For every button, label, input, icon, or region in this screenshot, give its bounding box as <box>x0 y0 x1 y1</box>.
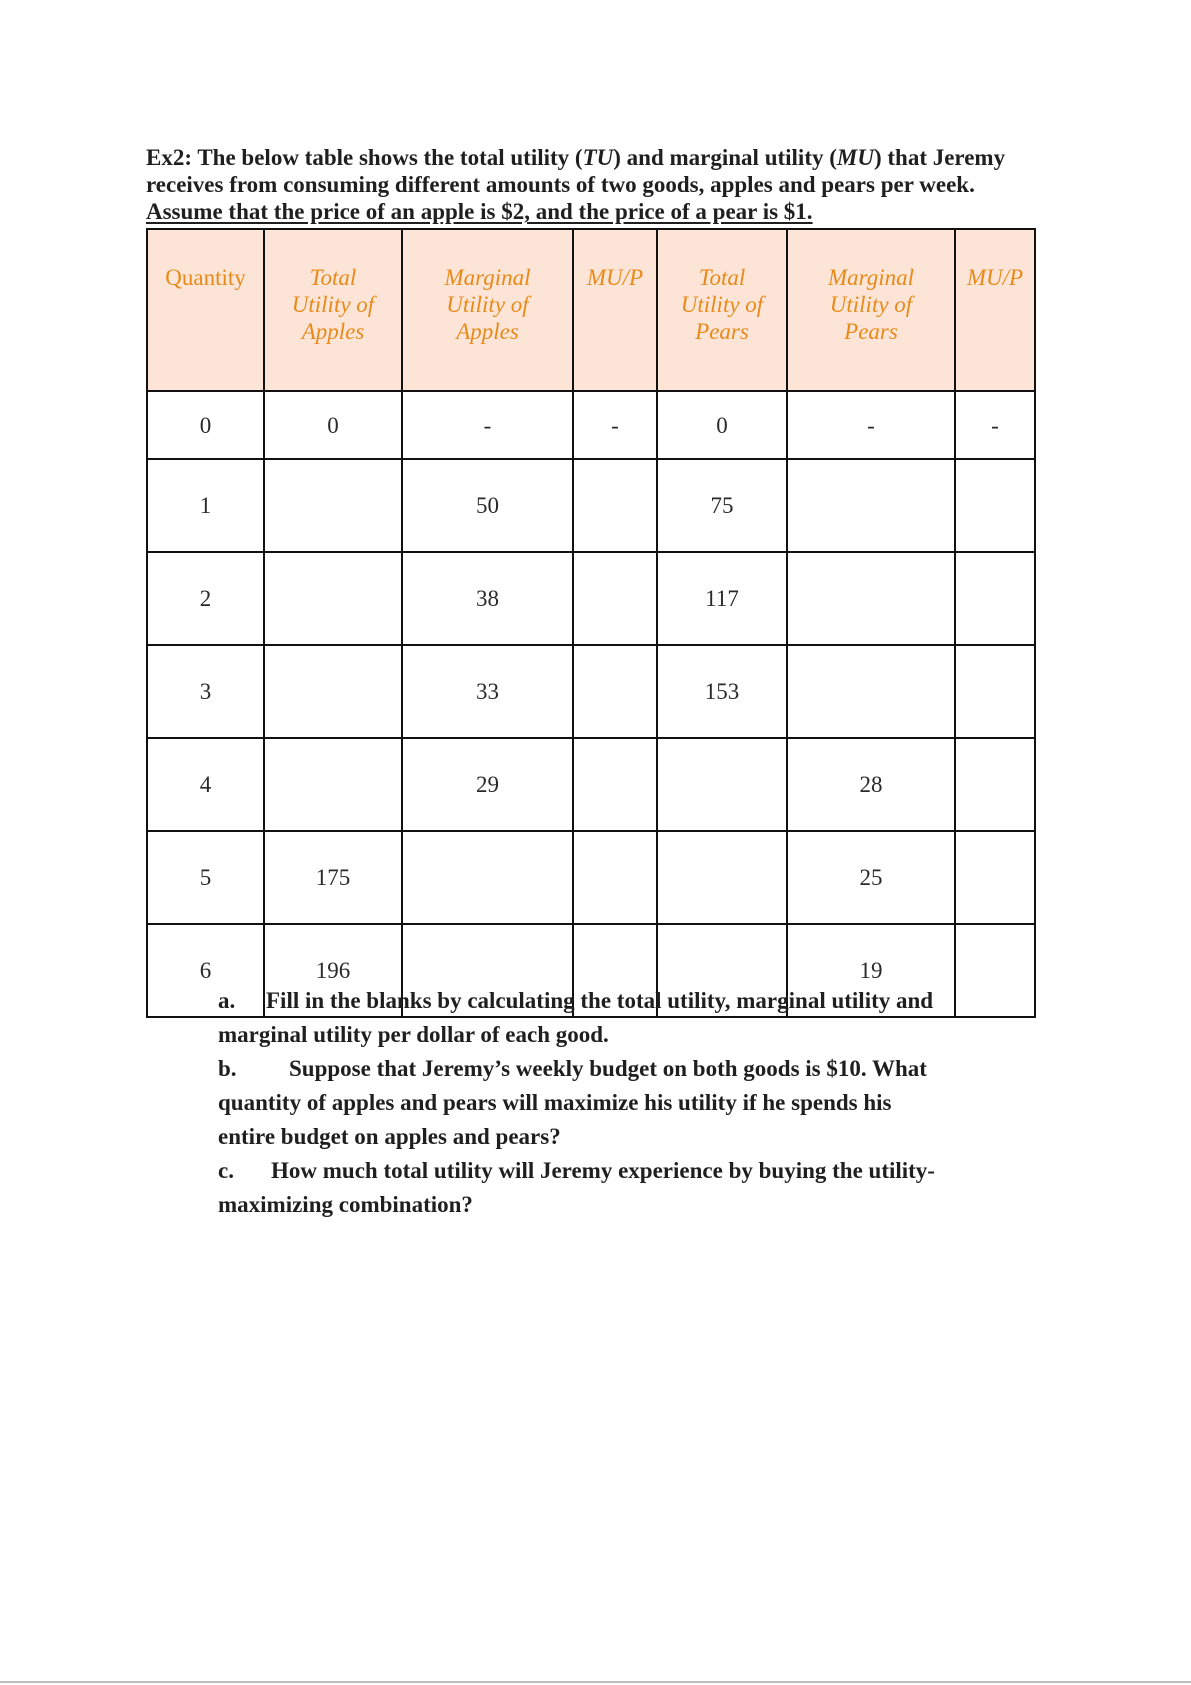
table-header-row <box>147 229 1035 391</box>
table-row <box>147 552 1035 645</box>
cell-mu-per-price-apples <box>573 459 657 552</box>
cell-total-utility-pears: 0 <box>657 391 787 459</box>
cell-marginal-utility-pears <box>787 459 955 552</box>
question-b-cont: quantity of apples and pears will maximize his utility if he spends his <box>218 1090 892 1115</box>
cell-mu-per-price-apples <box>573 645 657 738</box>
intro-line-1 <box>146 144 1076 171</box>
cell-total-utility-pears <box>657 831 787 924</box>
cell-marginal-utility-apples: 38 <box>402 552 573 645</box>
header-line: Utility of <box>291 292 375 317</box>
question-label: c. <box>218 1158 234 1183</box>
cell-marginal-utility-pears <box>787 645 955 738</box>
cell-mu-per-price-pears <box>955 738 1035 831</box>
header-total-utility-pears <box>657 229 787 391</box>
intro-text: ) that Jeremy <box>873 145 1006 170</box>
question-label: b. <box>218 1056 237 1081</box>
cell-quantity: 0 <box>147 391 264 459</box>
question-b-cont: entire budget on apples and pears? <box>218 1124 561 1149</box>
cell-mu-per-price-pears: - <box>955 391 1035 459</box>
header-line: Pears <box>695 319 749 344</box>
cell-total-utility-apples <box>264 459 402 552</box>
cell-total-utility-apples: 175 <box>264 831 402 924</box>
question-text: Suppose that Jeremy’s weekly budget on both goods is $10. What <box>289 1056 927 1081</box>
question-c-cont: maximizing combination? <box>218 1192 473 1217</box>
header-marginal-utility-pears <box>787 229 955 391</box>
cell-total-utility-apples: 196 <box>264 924 402 1017</box>
cell-marginal-utility-pears <box>787 552 955 645</box>
intro-text: ) and marginal utility ( <box>613 145 837 170</box>
cell-marginal-utility-pears: 19 <box>787 924 955 1017</box>
cell-quantity: 1 <box>147 459 264 552</box>
cell-marginal-utility-apples: - <box>402 391 573 459</box>
cell-mu-per-price-apples: - <box>573 391 657 459</box>
cell-quantity: 5 <box>147 831 264 924</box>
cell-mu-per-price-pears <box>955 552 1035 645</box>
header-line: Total <box>698 265 746 290</box>
header-line: Pears <box>844 319 898 344</box>
cell-total-utility-pears: 75 <box>657 459 787 552</box>
question-c <box>218 1154 1018 1188</box>
cell-total-utility-apples: 0 <box>264 391 402 459</box>
cell-marginal-utility-pears: - <box>787 391 955 459</box>
question-b <box>218 1052 1018 1086</box>
cell-mu-per-price-pears <box>955 831 1035 924</box>
utility-table <box>146 228 1036 1018</box>
question-label: a. <box>218 988 236 1013</box>
cell-marginal-utility-pears: 28 <box>787 738 955 831</box>
cell-total-utility-apples <box>264 645 402 738</box>
cell-quantity: 3 <box>147 645 264 738</box>
table-row <box>147 459 1035 552</box>
intro-line-2: receives from consuming different amounts of two goods, apples and pears per week. <box>146 172 975 197</box>
cell-mu-per-price-apples <box>573 552 657 645</box>
header-line: Apples <box>456 319 519 344</box>
question-text: Fill in the blanks by calculating the total utility, marginal utility and <box>266 988 934 1013</box>
question-a-cont: marginal utility per dollar of each good. <box>218 1022 609 1047</box>
header-mu-per-price-apples: MU/P <box>573 229 657 391</box>
cell-marginal-utility-apples: 29 <box>402 738 573 831</box>
table-row <box>147 391 1035 459</box>
cell-quantity: 6 <box>147 924 264 1017</box>
table-row <box>147 738 1035 831</box>
exercise-intro <box>146 144 1076 225</box>
cell-mu-per-price-apples <box>573 831 657 924</box>
page-bottom-rule <box>0 1681 1191 1683</box>
cell-marginal-utility-apples: 33 <box>402 645 573 738</box>
mu-abbrev: MU <box>836 145 874 170</box>
question-a <box>218 984 1018 1018</box>
header-total-utility-apples <box>264 229 402 391</box>
cell-total-utility-pears: 117 <box>657 552 787 645</box>
cell-mu-per-price-apples <box>573 738 657 831</box>
tu-abbrev: TU <box>582 145 614 170</box>
cell-total-utility-apples <box>264 738 402 831</box>
cell-quantity: 2 <box>147 552 264 645</box>
cell-total-utility-apples <box>264 552 402 645</box>
cell-mu-per-price-pears <box>955 459 1035 552</box>
header-quantity: Quantity <box>147 229 264 391</box>
cell-total-utility-pears <box>657 738 787 831</box>
header-mu-per-price-pears: MU/P <box>955 229 1035 391</box>
header-line: Utility of <box>446 292 529 317</box>
intro-line-3: Assume that the price of an apple is $2, and the price of a pear is $1. <box>146 199 813 224</box>
cell-marginal-utility-apples: 50 <box>402 459 573 552</box>
cell-marginal-utility-apples <box>402 831 573 924</box>
cell-mu-per-price-pears <box>955 645 1035 738</box>
table-row <box>147 645 1035 738</box>
table-row <box>147 831 1035 924</box>
cell-total-utility-pears: 153 <box>657 645 787 738</box>
intro-text: Ex2: The below table shows the total utility ( <box>146 145 583 170</box>
cell-marginal-utility-pears: 25 <box>787 831 955 924</box>
header-line: Total <box>309 265 357 290</box>
header-line: Marginal <box>444 265 531 290</box>
header-line: Utility of <box>680 292 764 317</box>
header-line: Utility of <box>829 292 913 317</box>
cell-quantity: 4 <box>147 738 264 831</box>
header-line: Apples <box>301 319 365 344</box>
questions-list <box>218 984 1018 1222</box>
header-line: Marginal <box>827 265 915 290</box>
header-marginal-utility-apples <box>402 229 573 391</box>
question-text: How much total utility will Jeremy experience by buying the utility- <box>271 1158 935 1183</box>
